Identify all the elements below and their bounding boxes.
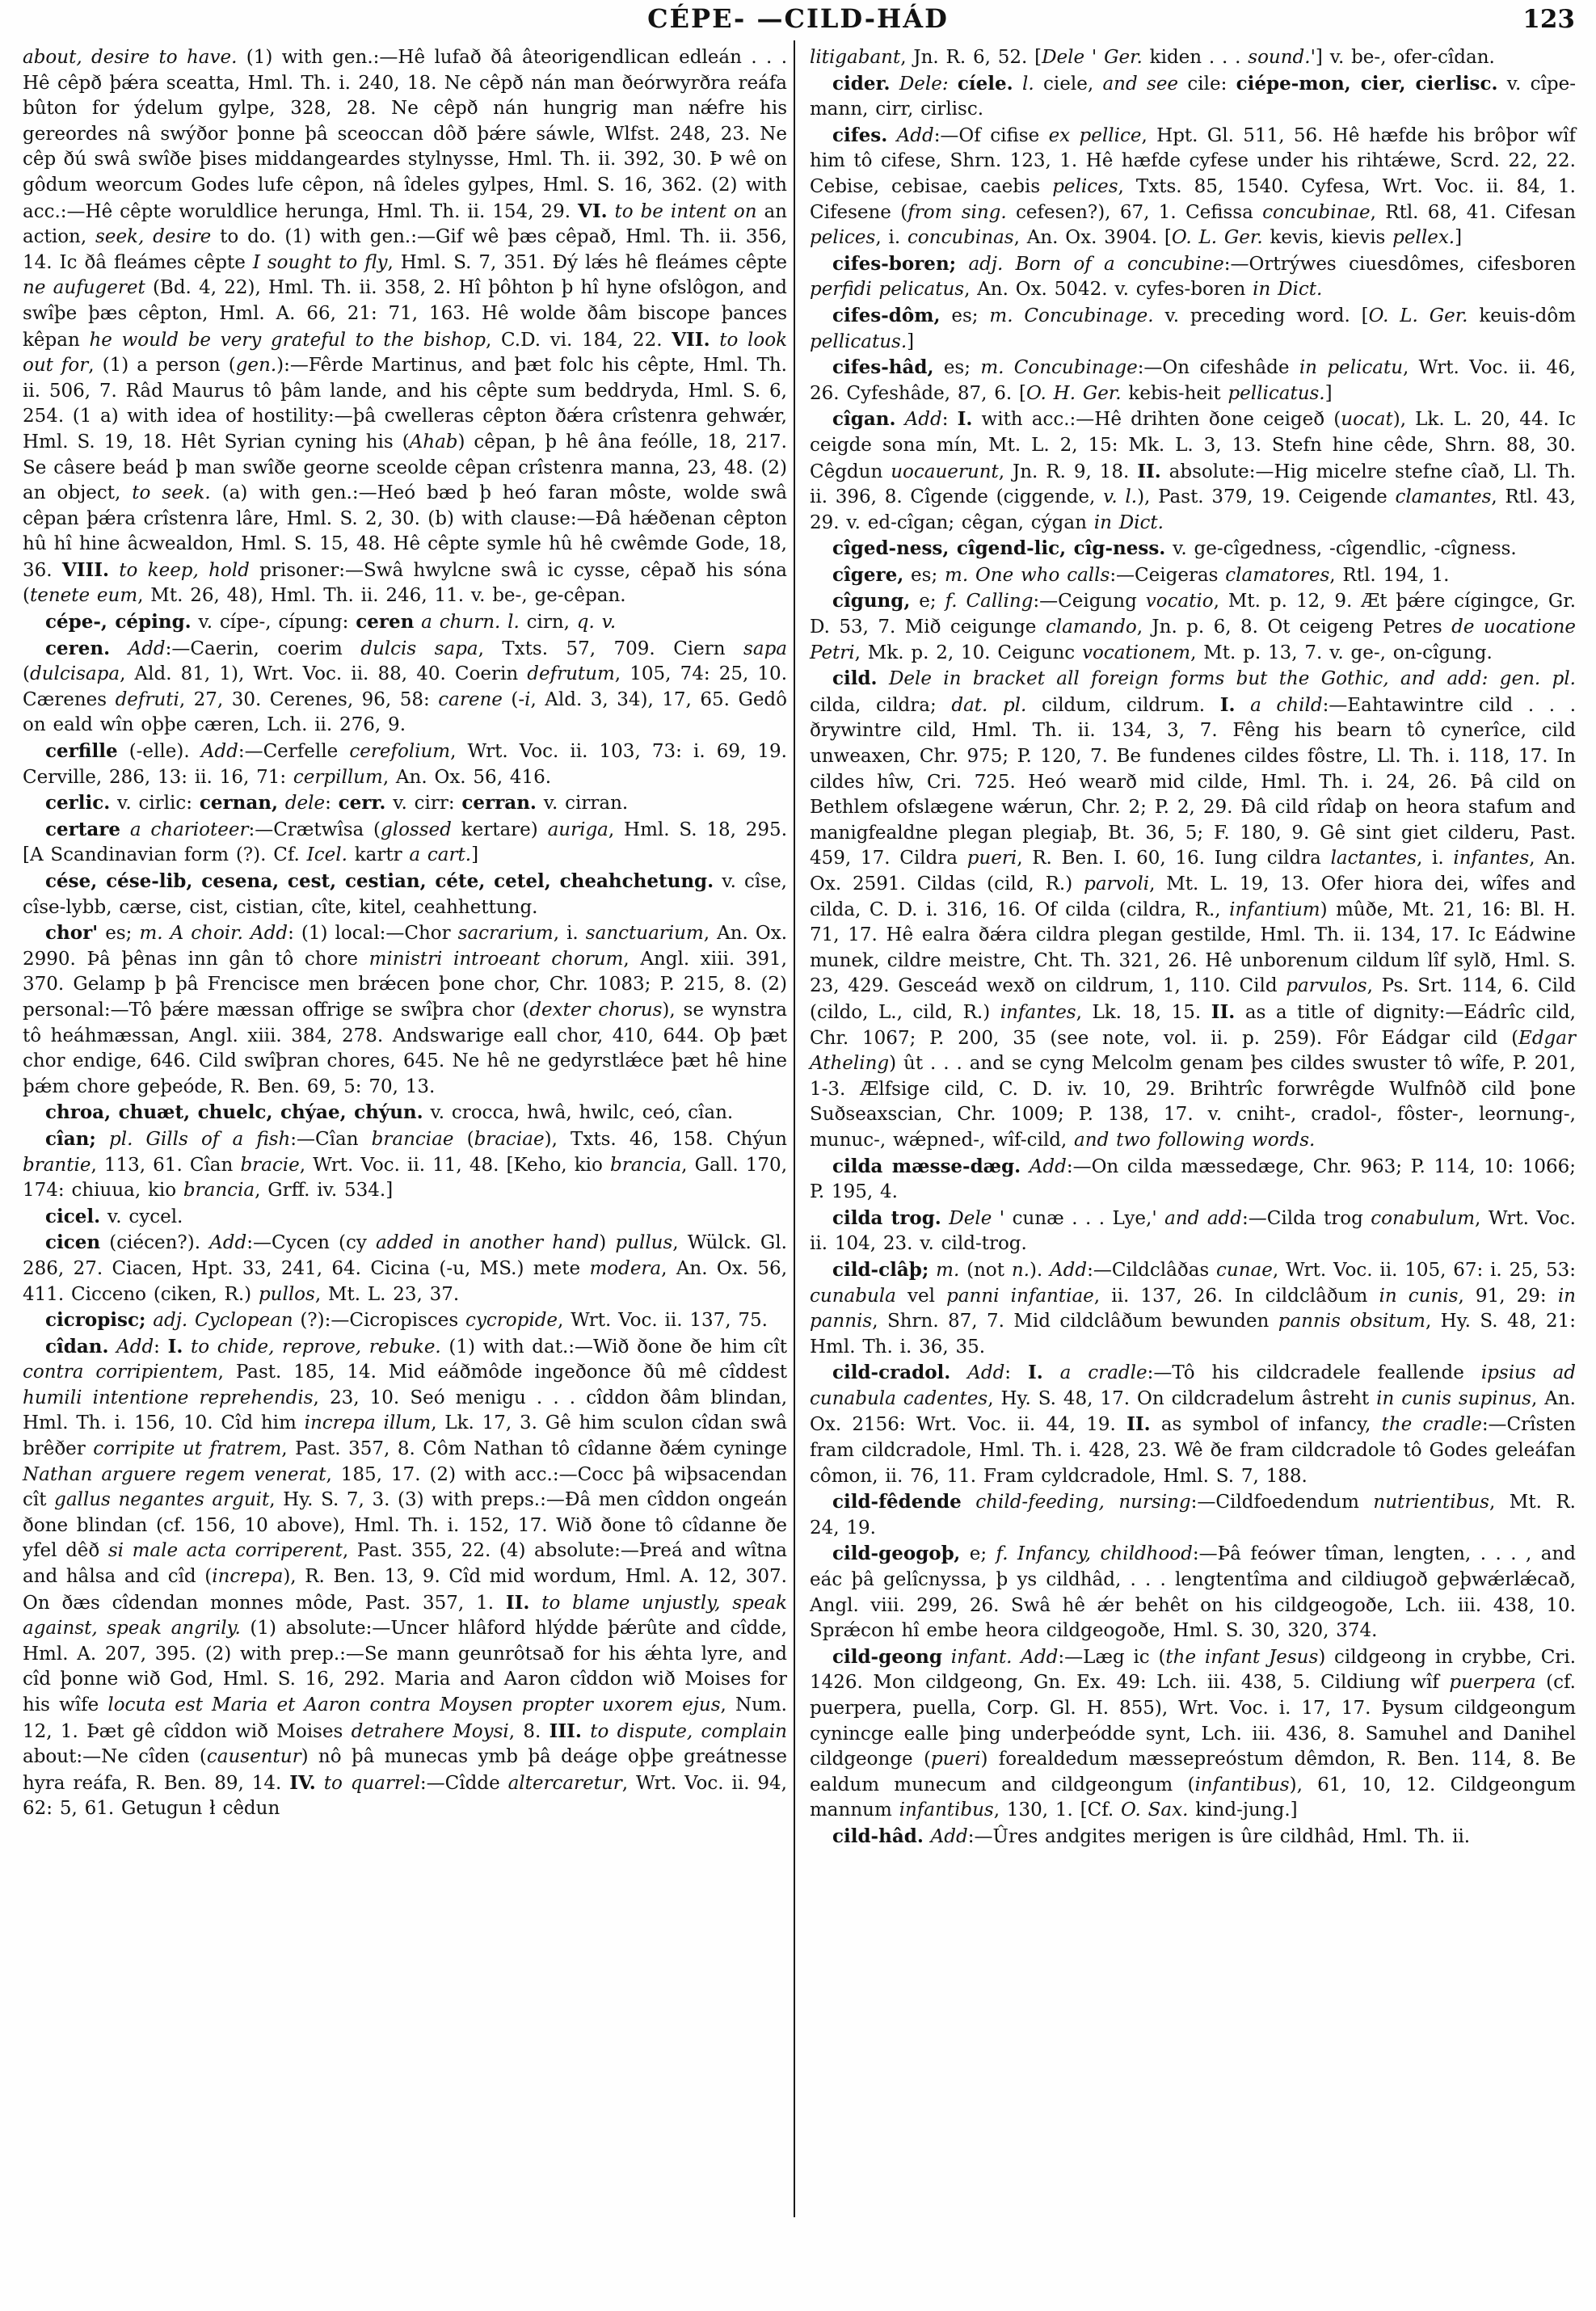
entry-paragraph: cicel. v. cycel.	[45, 1205, 183, 1227]
entry-paragraph: cerfille (-elle). Add:—Cerfelle cerefolium, Wrt. Voc. ii. 103, 73: i. 69, 19. Cerville, 286, 13: ii. 16, 71: cerpillum, An. Ox. 56, 416.	[23, 740, 787, 788]
entry-paragraph: cîan; pl. Gills of a fish:—Cîan branciae (braciae), Txts. 46, 158. Chýun brantie, 113, 61. Cîan bracie, Wrt. Voc. ii. 11, 48. [Keho, kio brancia, Gall. 170, 174: chiuua, kio brancia, Grff. iv. 534.]	[23, 1127, 788, 1202]
column-left	[23, 45, 787, 1822]
running-head-title: CÉPE- —CILD-HÁD	[647, 3, 949, 34]
entry-paragraph: cicropisc; adj. Cyclopean (?):—Cicropisces cycropide, Wrt. Voc. ii. 137, 75.	[45, 1309, 768, 1332]
entry-paragraph: cîgan. Add: I. with acc.:—Hê drihten ðone ceigeð (uocat), Lk. L. 20, 44. Ic ceigde sona mín, Mt. L. 2, 15: Mk. L. 3, 13. Stefn hine cêde, Shrn. 88, 30. Cêgdun uocauerunt, Jn. R. 9, 18. II. absolute:—Hig micelre stefne cîað, Ll. Th. ii. 396, 8. Cîgende (ciggende, v. l.), Past. 379, 19. Ceigende clamantes, Rtl. 43, 29. v. ed-cîgan; cêgan, cýgan in Dict.	[810, 408, 1577, 533]
entry-paragraph: cerlic. v. cirlic: cernan, dele: cerr. v. cirr: cerran. v. cirran.	[45, 792, 629, 815]
entry-paragraph: cifes-hâd, es; m. Concubinage:—On cifeshâde in pelicatu, Wrt. Voc. ii. 46, 26. Cyfeshâde, 87, 6. [O. H. Ger. kebis-heit pellicatus.]	[810, 356, 1576, 404]
entry-paragraph: cild-clâþ; m. (not n.). Add:—Cildclâðas cunae, Wrt. Voc. ii. 105, 67: i. 25, 53: cunabula vel panni infantiae, ii. 137, 26. In cildclâðum in cunis, 91, 29: in pannis, Shrn. 87, 7. Mid cildclâðum bewunden pannis obsitum, Hy. S. 48, 21: Hml. Th. i. 36, 35.	[810, 1258, 1576, 1358]
entry-paragraph: cild-hâd. Add:—Ûres andgites merigen is ûre cildhâd, Hml. Th. ii.	[832, 1825, 1471, 1847]
entry-paragraph: cild. Dele in bracket all foreign forms but the Gothic, and add: gen. pl. cilda, cildra; dat. pl. cildum, cildrum. I. a child:—Eahtawintre cild . . . ðrywintre cild, Hml. Th. ii. 134, 3, 7. Fêng his bearn tô cynerîce, cild unweaxen, Chr. 975; P. 120, 7. Be fundenes cildes fôstre, Ll. Th. i. 118, 17. In cildes hîw, Cri. 725. Heó wearð mid cilde, Hml. Th. i. 24, 26. Þâ cild on Bethlem ofslægene wǽrun, Chr. 2; P. 2, 29. Ðâ cild rîdaþ on heora stafum and manigfealdne plegan plegiaþ, Bt. 36, 5; F. 180, 9. Gê sint giet cilderu, Past. 459, 17. Cildra pueri, R. Ben. I. 60, 16. Iung cildra lactantes, i. infantes, An. Ox. 2591. Cildas (cild, R.) parvoli, Mt. L. 19, 13. Ofer hiora dei, wîfes and cilda, C. D. i. 316, 16. Of cilda (cildra, R., infantium) mûðe, Mt. 21, 16: Bl. H. 71, 17. Hê ealra ðǽra cildra plegan gestilde, Hml. Th. ii. 134, 17. Ic Eádwine munek, cildre meistre, Cht. Th. 321, 26. Hê unborenum cildum lîf sylð, Hml. S. 23, 429. Gesceád wexð on cildrum, 1, 110. Cild parvulos, Ps. Srt. 114, 6. Cild (cildo, L., cild, R.) infantes, Lk. 18, 15. II. as a title of dignity:—Eádrîc cild, Chr. 1067; P. 200, 35 (see note, vol. ii. p. 259). Fôr Eádgar cild (Edgar Atheling) ût . . . and se cyng Melcolm genam þes cildes swuster tô wîfe, P. 201, 1-3. Ælfsige cild, C. D. iv. 10, 29. Brihtrîc forwrêgde Wulfnôð cild þone Suðseaxscian, Chr. 1009; P. 138, 17. v. cniht-, cradol-, fôster-, leornung-, munuc-, wǽpned-, wîf-cild, and two following words.	[810, 667, 1577, 1151]
entry-paragraph: certare a charioteer:—Crætwîsa (glossed kertare) auriga, Hml. S. 18, 295. [A Scandinavian form (?). Cf. Icel. kartr a cart.]	[23, 818, 788, 866]
entry-paragraph: cilda mæsse-dæg. Add:—On cilda mæssedæge, Chr. 963; P. 114, 10: 1066; P. 195, 4.	[810, 1155, 1576, 1203]
entry-paragraph: cîgung, e; f. Calling:—Ceigung vocatio, Mt. p. 12, 9. Æt þǽre cígingce, Gr. D. 53, 7. Mið ceigunge clamando, Jn. p. 6, 8. Ot ceigeng Petres de uocatione Petri, Mk. p. 2, 10. Ceigunc vocationem, Mt. p. 13, 7. v. ge-, on-cîgung.	[810, 590, 1577, 663]
entry-paragraph: cîgere, es; m. One who calls:—Ceigeras clamatores, Rtl. 194, 1.	[832, 563, 1450, 586]
entry-paragraph: cilda trog. Dele ' cunæ . . . Lye,' and add:—Cilda trog conabulum, Wrt. Voc. ii. 104, 23. v. cild-trog.	[810, 1206, 1576, 1255]
entry-paragraph: cifes. Add:—Of cifise ex pellice, Hpt. Gl. 511, 56. Hê hæfde his brôþor wîf him tô cifese, Shrn. 123, 1. Hê hæfde cyfese under his rihtǽwe, Scrd. 22, 22. Cebise, cebisae, caebis pelices, Txts. 85, 1540. Cyfesa, Wrt. Voc. ii. 84, 1. Cifesene (from sing. cefesen?), 67, 1. Cefissa concubinae, Rtl. 68, 41. Cifesan pelices, i. concubinas, An. Ox. 3904. [O. L. Ger. kevis, kievis pellex.]	[810, 124, 1577, 249]
entry-paragraph: cifes-boren; adj. Born of a concubine:—Ortrýwes ciuesdômes, cifesboren perfidi pelicatus, An. Ox. 5042. v. cyfes-boren in Dict.	[810, 252, 1577, 301]
entry-paragraph: cild-geong infant. Add:—Læg ic (the infant Jesus) cildgeong in crybbe, Cri. 1426. Mon cildgeong, Gn. Ex. 49: Lch. iii. 438, 5. Cildiung wîf puerpera (cf. puerpera, puella, Corp. Gl. H. 855), Wrt. Voc. i. 17, 17. Þysum cildgeongum cynincge ealle þing underþeódde synt, Lch. iii. 436, 8. Samuhel and Danihel cildgeonge (pueri) forealdedum mæssepreóstum dêmdon, R. Ben. 114, 8. Be ealdum munecum and cildgeongum (infantibus), 61, 10, 12. Cildgeongum mannum infantibus, 130, 1. [Cf. O. Sax. kind-jung.]	[810, 1645, 1577, 1821]
entry-paragraph: cild-geogoþ, e; f. Infancy, childhood:—Þâ feówer tîman, lengten, . . . , and eác þâ gelîcnyssa, þ ys cildhâd, . . . lengtentîma and cildiugoð geþwǽrlǽcað, Angl. viii. 299, 26. Swâ hê ǽr behêt on his cildgeogoðe, Lch. iii. 438, 10. Sprǽcon hî embe heora cildgeogoðe, Hml. S. 30, 320, 374.	[810, 1543, 1576, 1642]
entry-paragraph: cild-fêdende child-feeding, nursing:—Cildfoedendum nutrientibus, Mt. R. 24, 19.	[810, 1491, 1576, 1539]
entry-paragraph: cild-cradol. Add: I. a cradle:—Tô his cildcradele feallende ipsius ad cunabula cadentes, Hy. S. 48, 17. On cildcradelum âstreht in cunis supinus, An. Ox. 2156: Wrt. Voc. ii. 44, 19. II. as symbol of infancy, the cradle:—Crîsten fram cildcradole, Hml. Th. i. 428, 23. Wê ðe fram cildcradole tô Godes geleáfan cômon, ii. 76, 11. Fram cyldcradole, Hml. S. 7, 188.	[810, 1362, 1577, 1487]
entry-paragraph: ceren. Add:—Caerin, coerim dulcis sapa, Txts. 57, 709. Ciern sapa (dulcisapa, Ald. 81, 1), Wrt. Voc. ii. 88, 40. Coerin defrutum, 105, 74: 25, 10. Cærenes defruti, 27, 30. Cerenes, 96, 58: carene (-i, Ald. 3, 34), 17, 65. Gedô on eald wîn oþþe cæren, Lch. ii. 276, 9.	[23, 637, 788, 736]
entry-paragraph: chroa, chuæt, chuelc, chýae, chýun. v. crocca, hwâ, hwilc, ceó, cîan.	[45, 1101, 734, 1124]
entry-paragraph: cicen (ciécen?). Add:—Cycen (cy added in another hand) pullus, Wülck. Gl. 286, 27. Ciacen, Hpt. 33, 241, 64. Cicina (-u, MS.) mete modera, An. Ox. 56, 411. Cicceno (ciken, R.) pullos, Mt. L. 23, 37.	[23, 1231, 787, 1305]
entry-paragraph: cifes-dôm, es; m. Concubinage. v. preceding word. [O. L. Ger. keuis-dôm pellicatus.]	[810, 304, 1577, 352]
entry-paragraph: cîged-ness, cîgend-lic, cîg-ness. v. ge-cîgedness, -cîgendlic, -cîgness.	[832, 537, 1517, 560]
column-right	[810, 45, 1576, 1850]
entry-paragraph: litigabant, Jn. R. 6, 52. [Dele ' Ger. kiden . . . sound.'] v. be-, ofer-cîdan.	[810, 47, 1495, 68]
entry-paragraph: chor' es; m. A choir. Add: (1) local:—Chor sacrarium, i. sanctuarium, An. Ox. 2990. Þâ þênas inn gân tô chore ministri introeant chorum, Angl. xiii. 391, 370. Gelamp þ þâ Frencisce men brǽcen þone chor, Chr. 1083; P. 215, 8. (2) personal:—Tô þǽre mæssan offrige se swîþra chor (dexter chorus), se wynstra tô heáhmæssan, Angl. xiii. 384, 278. Andswarige eall chor, 410, 644. Oþ þæt chor endige, 646. Cild swîþran chores, 645. Ne hê ne gedyrstlǽce þæt hê hine þǽm chore geþeóde, R. Ben. 69, 5: 70, 13.	[23, 922, 788, 1097]
entry-paragraph: cépe-, céping. v. cípe-, cípung: ceren a churn. l. cirn, q. v.	[45, 611, 617, 634]
page-number: 123	[1522, 5, 1575, 34]
entry-paragraph: cése, cése-lib, cesena, cest, cestian, céte, cetel, cheahchetung. v. cîse, cîse-lybb, cærse, cist, cistian, cîte, kitel, ceahhettung.	[23, 870, 787, 918]
entry-paragraph: cîdan. Add: I. to chide, reprove, rebuke. (1) with dat.:—Wið ðone ðe him cît contra corripientem, Past. 185, 14. Mid eáðmôde ingeðonce ðû mê cîddest humili intentione reprehendis, 23, 10. Seó menigu . . . cîddon ðâm blindan, Hml. Th. i. 156, 10. Cîd him increpa illum, Lk. 17, 3. Gê him sculon cîdan swâ brêðer corripite ut fratrem, Past. 357, 8. Côm Nathan tô cîdanne ðǽm cyninge Nathan arguere regem venerat, 185, 17. (2) with acc.:—Cocc þâ wiþsacendan cît gallus negantes arguit, Hy. S. 7, 3. (3) with preps.:—Ðâ men cîddon ongeán ðone blindan (cf. 156, 10 above), Hml. Th. i. 152, 17. Wið ðone tô cîdanne ðe yfel dêð si male acta corriperent, Past. 355, 22. (4) absolute:—Þreá and wîtna and hâlsa and cîd (increpa), R. Ben. 13, 9. Cîd mid wordum, Hml. A. 12, 307. On ðæs cîdendan monnes môde, Past. 357, 1. II. to blame unjustly, speak against, speak angrily. (1) absolute:—Uncer hlâford hlýdde þǽrûte and cîdde, Hml. A. 207, 395. (2) with prep.:—Se mann geunrôtsað for his ǽhta lyre, and cîd þonne wið God, Hml. S. 16, 292. Maria and Aaron cîddon wið Moises for his wîfe locuta est Maria et Aaron contra Moysen propter uxorem ejus, Num. 12, 1. Þæt gê cîddon wið Moises detrahere Moysi, 8. III. to dispute, complain about:—Ne cîden (causentur) nô þâ munecas ymb þâ deáge oþþe greátnesse hyra reáfa, R. Ben. 89, 14. IV. to quarrel:—Cîdde altercaretur, Wrt. Voc. ii. 94, 62: 5, 61. Getugun ł cêdun	[23, 1335, 788, 1820]
column-divider-rule	[794, 40, 795, 2217]
entry-paragraph: cider. Dele: cíele. l. ciele, and see cile: ciépe-mon, cier, cierlisc. v. cîpe-mann, cirr, cirlisc.	[810, 72, 1577, 120]
entry-paragraph: about, desire to have. (1) with gen.:—Hê lufað ðâ âteorigendlican edleán . . . Hê cêpð þǽra sceatta, Hml. Th. i. 240, 18. Ne cêpð nán man ðeórwyrðra reáfa bûton for ýdelum gylpe, 328, 28. Ne cêpð nán hungrig man nǽfre his gereordes nâ swýðor þonne þâ sceoccan dôð þǽre sáwle, Wlfst. 248, 23. Ne cêp ðú swâ swîðe þises middangeardes stylnysse, Hml. Th. ii. 392, 30. Þ wê on gôdum weorcum Godes lufe cêpon, nâ îdeles gylpes, Hml. S. 16, 362. (2) with acc.:—Hê cêpte woruldlice herunga, Hml. Th. ii. 154, 29. VI. to be intent on an action, seek, desire to do. (1) with gen.:—Gif wê þæs cêpað, Hml. Th. ii. 356, 14. Ic ðâ fleámes cêpte I sought to fly, Hml. S. 7, 351. Ðý lǽs hê fleámes cêpte ne aufugeret (Bd. 4, 22), Hml. Th. ii. 358, 2. Hî þôhton þ hî hyne ofslôgon, and swîþe þæs cêpton, Hml. A. 66, 21: 71, 163. Hê wolde ðâm biscope þances kêpan he would be very grateful to the bishop, C.D. vi. 184, 22. VII. to look out for, (1) a person (gen.):—Fêrde Martinus, and þæt folc his cêpte, Hml. Th. ii. 506, 7. Râd Maurus tô þâm lande, and his cêpte sum beddryda, Hml. S. 6, 254. (1 a) with idea of hostility:—þâ cwelleras cêpton ðǽra crîstenra gehwǽr, Hml. S. 19, 18. Hêt Syrian cyning his (Ahab) cêpan, þ hê âna feólle, 18, 217. Se câsere beád þ man swîðe georne sceolde cêpan crîstenra manna, 23, 48. (2) an object, to seek. (a) with gen.:—Heó bæd þ heó faran môste, wolde swâ cêpan þǽra crîstenra lâre, Hml. S. 2, 30. (b) with clause:—Ðâ hǽðenan cêpton hû hî hine âcwealdon, Hml. S. 15, 48. Hê cêpte symle hû hê cwêmde Gode, 18, 36. VIII. to keep, hold prisoner:—Swâ hwylcne swâ ic cysse, cêpað his sóna (tenete eum, Mt. 26, 48), Hml. Th. ii. 246, 11. v. be-, ge-cêpan.	[23, 47, 788, 607]
